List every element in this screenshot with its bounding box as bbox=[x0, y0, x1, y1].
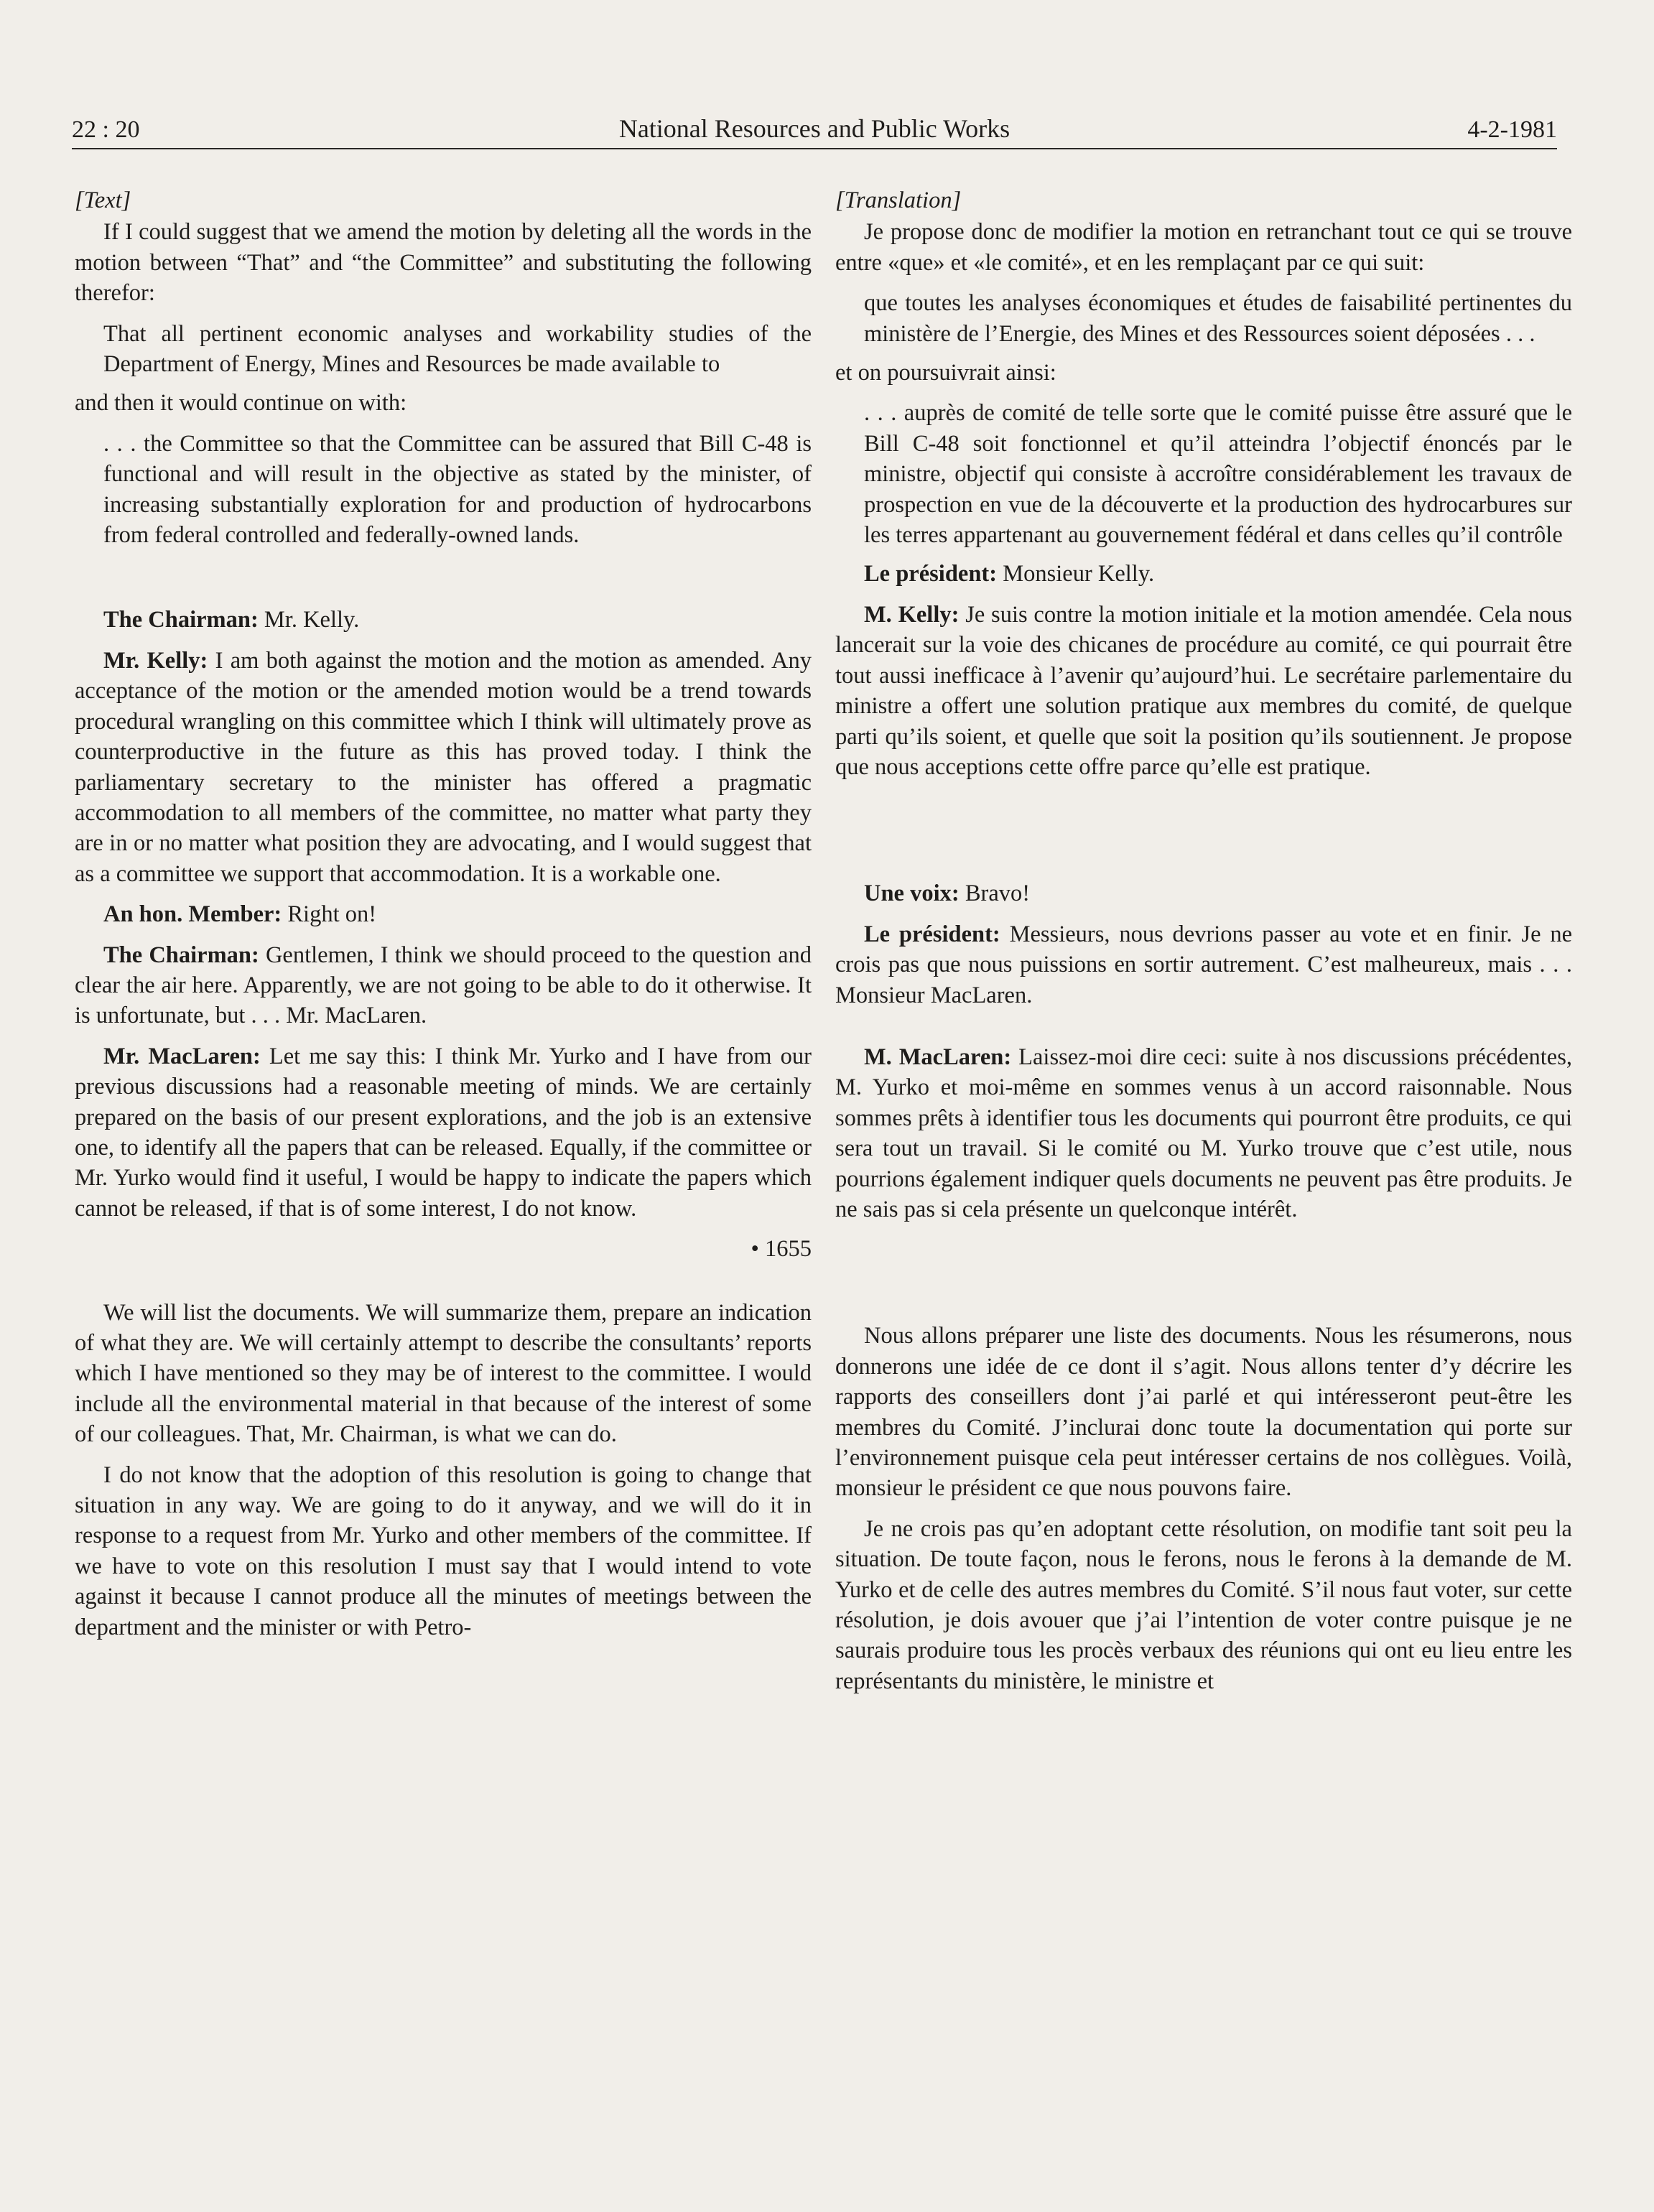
page-header bbox=[72, 108, 1557, 149]
header-date: 4-2-1981 bbox=[1467, 116, 1557, 143]
paragraph: We will list the documents. We will summarize them, prepare an indication of what they are. We will certainly attempt to describe the consultants’ reports which I have mentioned so they may be of interest to the committee. I would include all the environmental material in that because of the interest of some of our colleagues. That, Mr. Chairman, is what we can do. bbox=[75, 1299, 812, 1448]
quoted-motion: . . . the Committee so that the Committee can be assured that Bill C-48 is functional and will result in the objective as stated by the minister, of increasing substantially exploration for and production of hydrocarbons from federal controlled and federally-owned lands. bbox=[103, 430, 812, 549]
speech-text: Monsieur Kelly. bbox=[1003, 561, 1155, 587]
speech-text: I am both against the motion and the motion as amended. Any acceptance of the motion or the amended motion would be a trend towards procedural wrangling on this committee which I think will ultimately prove as counterproductive in the future as this has proved today. I think the parliamentary secretary to the minister has offered a pragmatic accommodation to all members of the committee, no matter what party they are in or no matter what position they are advocating, and I would suggest that as a committee we support that accommodation. It is a workable one. bbox=[75, 647, 812, 887]
paragraph: I do not know that the adoption of this resolution is going to change that situation in any way. We are going to do it anyway, and we will do it in response to a request from Mr. Yurko and other members of the committee. If we have to vote on this resolution I must say that I would intend to vote against it because I cannot produce all the minutes of meetings between the department and the minister or with Petro- bbox=[75, 1462, 812, 1640]
speaker-name: M. MacLaren: bbox=[864, 1044, 1012, 1070]
speech-text: Bravo! bbox=[965, 880, 1031, 907]
speaker-name: Mr. Kelly: bbox=[103, 647, 208, 674]
speech-text: Right on! bbox=[287, 901, 377, 928]
speech-text: Laissez-moi dire ceci: suite à nos discussions précédentes, M. Yurko et moi-même en sommes venus à un accord raisonnable. Nous sommes prêts à identifier tous les documents qui pourront être produits, ce qui sera tout un travail. Si le comité ou M. Yurko trouve que c’est utile, nous pourrions également indiquer quels documents ne peuvent pas être produits. Je ne sais pas si cela présente un quelconque intérêt. bbox=[835, 1044, 1572, 1222]
speech bbox=[75, 605, 812, 635]
paragraph: Je propose donc de modifier la motion en retranchant tout ce qui se trouve entre «que» et «le comité», et en les remplaçant par ce qui suit: bbox=[835, 219, 1572, 276]
english-column bbox=[75, 185, 812, 1653]
text-label: [Text] bbox=[75, 187, 131, 213]
speech bbox=[835, 559, 1572, 589]
speech bbox=[75, 940, 812, 1031]
french-column bbox=[835, 185, 1572, 1706]
speaker-name: An hon. Member: bbox=[103, 901, 282, 928]
speech bbox=[75, 899, 812, 929]
speech bbox=[835, 600, 1572, 782]
running-title: National Resources and Public Works bbox=[618, 114, 1010, 143]
speech bbox=[75, 1041, 812, 1224]
speaker-name: The Chairman: bbox=[103, 607, 259, 633]
speech bbox=[75, 646, 812, 889]
time-stamp: • 1655 bbox=[751, 1236, 812, 1263]
paragraph: et on poursuivrait ainsi: bbox=[835, 360, 1056, 386]
speech-text: Gentlemen, I think we should proceed to the question and clear the air here. Apparently, we are not going to be able to do it otherwise. It is unfortunate, but . . . Mr. MacLaren. bbox=[75, 942, 812, 1029]
speaker-name: M. Kelly: bbox=[864, 601, 960, 628]
speaker-name: Une voix: bbox=[864, 880, 960, 907]
quoted-motion: . . . auprès de comité de telle sorte que le comité puisse être assuré que le Bill C-48 soit fonctionnel et qu’il atteindra l’objectif énoncés par le ministre, objectif qui consiste à accroître considérablement les travaux de prospection en vue de la découverte et la production des hydrocarbures sur les terres appartenant au gouvernement fédéral et dans celles qu’il contrôle bbox=[864, 400, 1572, 549]
speaker-name: Le président: bbox=[864, 561, 998, 587]
speech-text: Messieurs, nous devrions passer au vote et en finir. Je ne crois pas que nous puissions en sortir autrement. C’est malheureux, mais . . . Monsieur MacLaren. bbox=[835, 921, 1572, 1008]
paragraph: Je ne crois pas qu’en adoptant cette résolution, on modifie tant soit peu la situation. De toute façon, nous le ferons, nous le ferons à la demande de M. Yurko et de celle des autres membres du Comité. S’il nous faut voter, sur cette résolution, je dois avouer que j’ai l’intention de voter contre puisque je ne saurais produire tous les procès verbaux des réunions qui ont eu lieu entre les représentants du ministère, le ministre et bbox=[835, 1515, 1572, 1694]
quoted-motion: That all pertinent economic analyses and workability studies of the Department of Energy, Mines and Resources be made available to bbox=[103, 320, 812, 378]
speaker-name: Le président: bbox=[864, 921, 1000, 947]
speaker-name: Mr. MacLaren: bbox=[103, 1043, 261, 1069]
speech bbox=[835, 1042, 1572, 1224]
paragraph: and then it would continue on with: bbox=[75, 390, 407, 417]
speech-text: Je suis contre la motion initiale et la motion amendée. Cela nous lancerait sur la voie des chicanes de procédure au comité, ce qui pourrait être tout aussi inefficace à l’avenir qu’aujourd’hui. Le secrétaire parlementaire du ministre a offert une solution pratique aux membres du comité, de quelque parti qu’ils soient, et quelle que soit la position qu’ils soutiennent. Je propose que nous acceptions cette offre parce qu’elle est pratique. bbox=[835, 601, 1572, 780]
page-number: 22 : 20 bbox=[72, 116, 140, 143]
speech-text: Mr. Kelly. bbox=[264, 607, 360, 633]
speech bbox=[835, 878, 1572, 908]
quoted-motion: que toutes les analyses économiques et études de faisabilité pertinentes du ministère de l’Energie, des Mines et des Ressources soient déposées . . . bbox=[864, 290, 1572, 347]
translation-label: [Translation] bbox=[835, 187, 962, 213]
speech bbox=[835, 919, 1572, 1010]
speech-text: Let me say this: I think Mr. Yurko and I have from our previous discussions had a reasonable meeting of minds. We are certainly prepared on the basis of our present explorations, and the job is an extensive one, to identify all the papers that can be released. Equally, if the committee or Mr. Yurko would find it useful, I would be happy to indicate the papers which cannot be released, if that is of some interest, I do not know. bbox=[75, 1043, 812, 1222]
speaker-name: The Chairman: bbox=[103, 942, 259, 968]
paragraph: If I could suggest that we amend the motion by deleting all the words in the motion between “That” and “the Committee” and substituting the following therefor: bbox=[75, 219, 812, 307]
paragraph: Nous allons préparer une liste des documents. Nous les résumerons, nous donnerons une idée de ce dont il s’agit. Nous allons tenter d’y décrire les rapports des conseillers dont j’ai parlé et qui intéresseront peut-être les membres du Comité. J’inclurai donc toute la documentation qui porte sur l’environnement puisque cela peut intéresser certains de nos collègues. Voilà, monsieur le président ce que nous pouvons faire. bbox=[835, 1323, 1572, 1502]
